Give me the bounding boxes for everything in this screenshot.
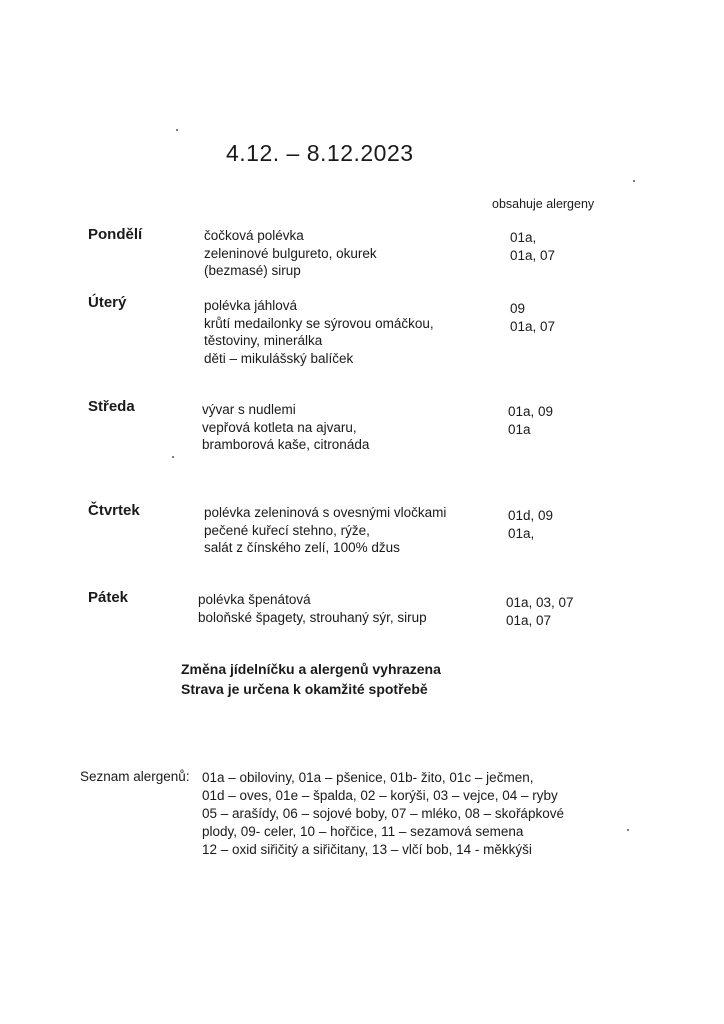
meal-item: (bezmasé) sirup (204, 263, 301, 278)
allergen-code: 01d, 09 (508, 508, 554, 523)
notice-immediate-consumption: Strava je určena k okamžité spotřebě (181, 681, 428, 697)
legend-line: 12 – oxid siřičitý a siřičitany, 13 – vlčí bob, 14 - měkkýši (202, 842, 532, 857)
meals-monday (204, 227, 377, 280)
meal-item: vývar s nudlemi (202, 402, 296, 417)
meal-item: boloňské špagety, strouhaný sýr, sirup (198, 609, 427, 625)
allergen-legend (202, 769, 564, 859)
legend-line: 01a – obiloviny, 01a – pšenice, 01b- žito, 01c – ječmen, (202, 770, 534, 785)
scan-speck (627, 829, 629, 831)
page-title: 4.12. – 8.12.2023 (226, 140, 414, 166)
allergen-code: 01a, 07 (506, 612, 552, 628)
allergen-code: 01a, 09 (508, 404, 554, 419)
allergen-code: 01a, 03, 07 (506, 595, 574, 610)
meal-item: polévka špenátová (198, 592, 311, 607)
meal-item: těstoviny, minerálka (204, 333, 323, 348)
allergen-code: 01a, 07 (510, 318, 556, 334)
allergens-monday (510, 229, 555, 264)
meal-item: vepřová kotleta na ajvaru, (202, 419, 357, 435)
meal-item: salát z čínského zelí, 100% džus (204, 540, 400, 555)
scan-speck (176, 129, 178, 131)
notice-change-reserved: Změna jídelníčku a alergenů vyhrazena (181, 661, 441, 677)
menu-notices (181, 659, 441, 699)
day-name-tuesday: Úterý (88, 294, 127, 311)
allergens-friday (506, 594, 574, 629)
meal-item: pečené kuřecí stehno, rýže, (204, 522, 370, 538)
legend-line: 05 – arašídy, 06 – sojové boby, 07 – mléko, 08 – skořápkové (202, 806, 564, 821)
allergen-legend-label: Seznam alergenů: (80, 769, 190, 784)
meal-item: krůtí medailonky se sýrovou omáčkou, (204, 315, 434, 331)
allergens-tuesday (510, 300, 555, 335)
allergens-thursday (508, 507, 553, 542)
meal-item: polévka jáhlová (204, 298, 298, 313)
meal-item: polévka zeleninová s ovesnými vločkami (204, 505, 447, 520)
allergen-code: 01a, (508, 525, 535, 541)
allergen-code: 01a, (510, 230, 537, 245)
allergen-code: 01a, 07 (510, 247, 556, 263)
meal-item: zeleninové bulgureto, okurek (204, 245, 377, 261)
allergen-column-header: obsahuje alergeny (492, 197, 595, 211)
scan-speck (633, 180, 635, 182)
meals-wednesday (202, 401, 369, 454)
meal-item: bramborová kaše, citronáda (202, 437, 370, 452)
day-name-monday: Pondělí (88, 226, 143, 243)
allergens-wednesday (508, 403, 553, 438)
meal-item: děti – mikulášský balíček (204, 350, 354, 366)
legend-line: plody, 09- celer, 10 – hořčice, 11 – sezamová semena (202, 824, 524, 839)
day-name-wednesday: Středa (88, 398, 135, 415)
scan-speck (172, 456, 174, 458)
allergen-code: 01a (508, 421, 531, 437)
day-name-friday: Pátek (88, 589, 129, 606)
meal-item: čočková polévka (204, 228, 304, 243)
day-name-thursday: Čtvrtek (88, 502, 140, 519)
legend-line: 01d – oves, 01e – špalda, 02 – korýši, 03 – vejce, 04 – ryby (202, 788, 558, 803)
meals-thursday (204, 504, 446, 557)
meals-tuesday (204, 297, 434, 367)
allergen-code: 09 (510, 301, 526, 316)
meals-friday (198, 591, 427, 626)
